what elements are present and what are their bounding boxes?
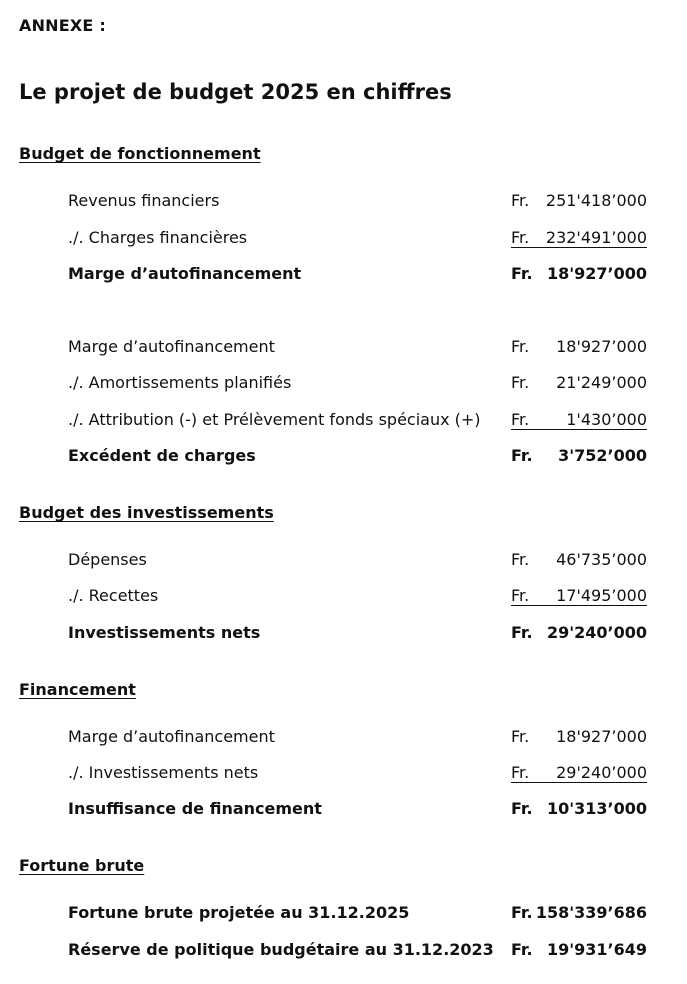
amount-value: 17'495’000: [556, 586, 647, 605]
row-investissements-nets-total: [68, 623, 647, 645]
row-label: Marge d’autofinancement: [68, 727, 275, 746]
currency-label: Fr.: [511, 373, 530, 392]
currency-label: Fr.: [511, 586, 530, 605]
amount-value: 19'931’649: [546, 940, 647, 959]
amount-value: 29'240’000: [546, 623, 647, 642]
row-label: Dépenses: [68, 550, 147, 569]
row-label: Fortune brute projetée au 31.12.2025: [68, 903, 410, 922]
currency-label: Fr.: [511, 228, 530, 247]
row-financement-investissements-nets: [68, 763, 647, 785]
currency-label: Fr.: [511, 940, 533, 959]
section-title-financement: Financement: [19, 680, 136, 699]
row-label: ./. Charges financières: [68, 228, 248, 247]
row-label: Marge d’autofinancement: [68, 337, 275, 356]
row-attribution-prelevement: [68, 410, 647, 432]
annex-label: ANNEXE :: [19, 16, 106, 35]
amount-value: 46'735’000: [556, 550, 647, 569]
currency-label: Fr.: [511, 623, 533, 642]
row-charges-financieres: [68, 228, 647, 250]
row-amount: [511, 410, 647, 430]
row-label: Marge d’autofinancement: [68, 264, 302, 283]
amount-value: 18'927’000: [546, 264, 647, 283]
row-amount: [511, 763, 647, 783]
amount-value: 1'430’000: [566, 410, 647, 429]
row-label: ./. Amortissements planifiés: [68, 373, 292, 392]
amount-value: 18'927’000: [556, 727, 647, 746]
row-insuffisance-financement: [68, 799, 647, 821]
row-amount: [511, 586, 647, 606]
currency-label: Fr.: [511, 763, 530, 782]
row-depenses: [68, 550, 647, 572]
amount-value: 21'249’000: [556, 373, 647, 392]
amount-value: 232'491’000: [545, 228, 647, 247]
amount-value: 158'339’686: [535, 903, 647, 922]
page-title: Le projet de budget 2025 en chiffres: [19, 80, 452, 104]
row-fortune-brute-projetee: [68, 903, 647, 925]
row-label: ./. Investissements nets: [68, 763, 259, 782]
currency-label: Fr.: [511, 337, 530, 356]
row-financement-marge: [68, 727, 647, 749]
section-title-budget-investissements: Budget des investissements: [19, 503, 274, 522]
currency-label: Fr.: [511, 264, 533, 283]
section-title-fortune-brute: Fortune brute: [19, 856, 145, 875]
currency-label: Fr.: [511, 446, 533, 465]
row-label: ./. Attribution (-) et Prélèvement fonds spéciaux (+): [68, 410, 481, 429]
currency-label: Fr.: [511, 550, 530, 569]
row-marge-autofinancement-total: [68, 264, 647, 286]
row-label: Réserve de politique budgétaire au 31.12.2023: [68, 940, 494, 959]
currency-label: Fr.: [511, 903, 533, 922]
row-marge-autofinancement: [68, 337, 647, 359]
row-amount: [511, 228, 647, 248]
currency-label: Fr.: [511, 727, 530, 746]
row-amortissements-planifies: [68, 373, 647, 395]
row-label: ./. Recettes: [68, 586, 159, 605]
amount-value: 3'752’000: [558, 446, 647, 465]
row-label: Investissements nets: [68, 623, 261, 642]
amount-value: 18'927’000: [556, 337, 647, 356]
section-title-budget-fonctionnement: Budget de fonctionnement: [19, 144, 261, 163]
amount-value: 251'418’000: [545, 191, 647, 210]
amount-value: 10'313’000: [546, 799, 647, 818]
amount-value: 29'240’000: [556, 763, 647, 782]
currency-label: Fr.: [511, 191, 530, 210]
row-revenus-financiers: [68, 191, 647, 213]
row-recettes: [68, 586, 647, 608]
row-label: Revenus financiers: [68, 191, 220, 210]
row-label: Insuffisance de financement: [68, 799, 322, 818]
row-excedent-charges: [68, 446, 647, 468]
currency-label: Fr.: [511, 410, 530, 429]
currency-label: Fr.: [511, 799, 533, 818]
row-reserve-politique-budgetaire: [68, 940, 647, 962]
row-label: Excédent de charges: [68, 446, 256, 465]
